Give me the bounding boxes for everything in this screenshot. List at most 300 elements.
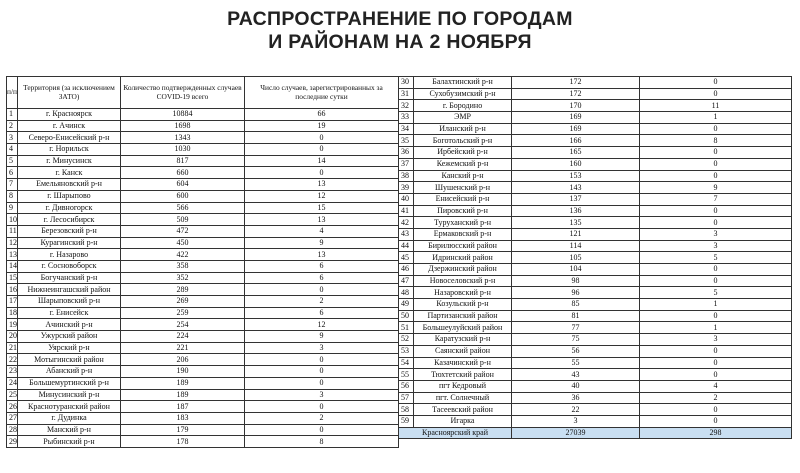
daily-cases: 0 — [245, 424, 399, 436]
table-row — [7, 331, 399, 343]
right-table — [398, 76, 792, 439]
table-row — [399, 112, 792, 124]
total-region-name: Красноярский край — [399, 427, 512, 439]
table-header-row — [7, 77, 399, 109]
territory-name: Тасеевский район — [414, 404, 512, 416]
table-row — [7, 307, 399, 319]
table-row — [399, 228, 792, 240]
table-row — [399, 88, 792, 100]
row-number: 17 — [7, 296, 18, 308]
territory-name: Ермаковский р-н — [414, 228, 512, 240]
row-number: 53 — [399, 345, 414, 357]
total-cases: 105 — [512, 252, 640, 264]
total-cases: 135 — [512, 217, 640, 229]
table-row — [7, 436, 399, 448]
row-number: 28 — [7, 424, 18, 436]
table-row — [7, 179, 399, 191]
territory-name: г. Канск — [18, 167, 121, 179]
header-total: Количество подтвержденных случаев COVID-19 всего — [121, 77, 245, 109]
row-number: 34 — [399, 123, 414, 135]
daily-cases: 7 — [640, 193, 792, 205]
territory-name: Иланский р-н — [414, 123, 512, 135]
total-cases: 189 — [121, 389, 245, 401]
table-row — [399, 158, 792, 170]
daily-cases: 2 — [640, 392, 792, 404]
row-number: 7 — [7, 179, 18, 191]
territory-name: Саянский район — [414, 345, 512, 357]
row-number: 57 — [399, 392, 414, 404]
territory-name: Боготольский р-н — [414, 135, 512, 147]
territory-name: Пировский р-н — [414, 205, 512, 217]
total-cases: 136 — [512, 205, 640, 217]
total-cases: 472 — [121, 225, 245, 237]
page-title — [0, 8, 800, 54]
row-number: 15 — [7, 272, 18, 284]
total-cases: 169 — [512, 112, 640, 124]
row-number: 26 — [7, 401, 18, 413]
total-cases: 114 — [512, 240, 640, 252]
row-number: 47 — [399, 275, 414, 287]
row-number: 37 — [399, 158, 414, 170]
daily-cases: 15 — [245, 202, 399, 214]
row-number: 33 — [399, 112, 414, 124]
daily-cases: 0 — [640, 415, 792, 427]
total-cases: 153 — [512, 170, 640, 182]
row-number: 8 — [7, 190, 18, 202]
table-row — [7, 424, 399, 436]
territory-name: Балахтинский р-н — [414, 77, 512, 89]
table-row — [399, 252, 792, 264]
total-cases: 259 — [121, 307, 245, 319]
total-cases: 254 — [121, 319, 245, 331]
daily-cases: 0 — [640, 205, 792, 217]
daily-cases: 3 — [245, 342, 399, 354]
total-cases: 77 — [512, 322, 640, 334]
territory-name: Кежемский р-н — [414, 158, 512, 170]
territory-name: Назаровский р-н — [414, 287, 512, 299]
daily-cases: 9 — [640, 182, 792, 194]
territory-name: г. Шарыпово — [18, 190, 121, 202]
row-number: 13 — [7, 249, 18, 261]
table-row — [7, 412, 399, 424]
header-daily: Число случаев, зарегистрированных за последние сутки — [245, 77, 399, 109]
total-cases: 169 — [512, 123, 640, 135]
table-row — [399, 135, 792, 147]
total-cases: 121 — [512, 228, 640, 240]
table-row — [7, 377, 399, 389]
territory-name: Канский р-н — [414, 170, 512, 182]
row-number: 1 — [7, 109, 18, 121]
row-number: 46 — [399, 264, 414, 276]
total-cases: 183 — [121, 412, 245, 424]
total-cases: 104 — [512, 264, 640, 276]
row-number: 49 — [399, 299, 414, 311]
row-number: 14 — [7, 260, 18, 272]
total-cases: 600 — [121, 190, 245, 202]
total-cases: 98 — [512, 275, 640, 287]
territory-name: Ужурский район — [18, 331, 121, 343]
territory-name: Курагинский р-н — [18, 237, 121, 249]
table-row — [7, 144, 399, 156]
table-row — [399, 147, 792, 159]
territory-name: Краснотуранский район — [18, 401, 121, 413]
table-row — [399, 357, 792, 369]
total-cases: 660 — [121, 167, 245, 179]
table-row — [399, 380, 792, 392]
row-number: 54 — [399, 357, 414, 369]
row-number: 4 — [7, 144, 18, 156]
territory-name: Абанский р-н — [18, 366, 121, 378]
table-row — [399, 345, 792, 357]
total-cases: 422 — [121, 249, 245, 261]
title-line-2: И РАЙОНАМ НА 2 НОЯБРЯ — [268, 31, 532, 53]
row-number: 27 — [7, 412, 18, 424]
row-number: 5 — [7, 155, 18, 167]
total-cases: 10884 — [121, 109, 245, 121]
territory-name: г. Енисейск — [18, 307, 121, 319]
row-number: 16 — [7, 284, 18, 296]
daily-cases: 1 — [640, 299, 792, 311]
daily-cases: 8 — [640, 135, 792, 147]
daily-cases: 0 — [640, 158, 792, 170]
territory-name: ЭМР — [414, 112, 512, 124]
row-number: 29 — [7, 436, 18, 448]
territory-name: Туруханский р-н — [414, 217, 512, 229]
territory-name: Северо-Енисейский р-н — [18, 132, 121, 144]
territory-name: г. Минусинск — [18, 155, 121, 167]
total-cases: 289 — [121, 284, 245, 296]
left-table-body — [7, 109, 399, 448]
territory-name: Ачинский р-н — [18, 319, 121, 331]
total-cases: 170 — [512, 100, 640, 112]
territory-name: г. Лесосибирск — [18, 214, 121, 226]
row-number: 48 — [399, 287, 414, 299]
row-number: 59 — [399, 415, 414, 427]
daily-cases: 13 — [245, 249, 399, 261]
row-number: 25 — [7, 389, 18, 401]
territory-name: Идринский район — [414, 252, 512, 264]
header-territory: Территория (за исключением ЗАТО) — [18, 77, 121, 109]
territory-name: Березовский р-н — [18, 225, 121, 237]
daily-cases: 0 — [640, 404, 792, 416]
territory-name: Дзержинский район — [414, 264, 512, 276]
table-row — [7, 260, 399, 272]
daily-cases: 1 — [640, 322, 792, 334]
row-number: 43 — [399, 228, 414, 240]
territory-name: Новоселовский р-н — [414, 275, 512, 287]
total-cases: 179 — [121, 424, 245, 436]
row-number: 19 — [7, 319, 18, 331]
daily-cases: 0 — [245, 377, 399, 389]
table-row — [7, 214, 399, 226]
table-row — [399, 322, 792, 334]
table-row — [399, 240, 792, 252]
daily-cases: 3 — [640, 334, 792, 346]
table-row — [7, 109, 399, 121]
territory-name: Рыбинский р-н — [18, 436, 121, 448]
table-row — [399, 100, 792, 112]
total-cases: 166 — [512, 135, 640, 147]
total-region-cases: 27039 — [512, 427, 640, 439]
total-region-daily: 298 — [640, 427, 792, 439]
daily-cases: 13 — [245, 214, 399, 226]
territory-name: Шушенский р-н — [414, 182, 512, 194]
table-row — [7, 155, 399, 167]
table-row — [399, 77, 792, 89]
territory-name: Тюхтетский район — [414, 369, 512, 381]
total-cases: 206 — [121, 354, 245, 366]
daily-cases: 3 — [245, 389, 399, 401]
row-number: 35 — [399, 135, 414, 147]
title-line-1: РАСПРОСТРАНЕНИЕ ПО ГОРОДАМ — [227, 8, 573, 30]
daily-cases: 0 — [640, 88, 792, 100]
total-cases: 165 — [512, 147, 640, 159]
table-row — [399, 310, 792, 322]
table-row — [399, 123, 792, 135]
row-number: 55 — [399, 369, 414, 381]
table-row — [399, 275, 792, 287]
territory-name: г. Дивногорск — [18, 202, 121, 214]
table-row — [399, 369, 792, 381]
territory-name: г. Бородино — [414, 100, 512, 112]
territory-name: г. Красноярск — [18, 109, 121, 121]
row-number: 6 — [7, 167, 18, 179]
row-number: 18 — [7, 307, 18, 319]
daily-cases: 1 — [640, 112, 792, 124]
table-row — [7, 319, 399, 331]
daily-cases: 3 — [640, 228, 792, 240]
territory-name: Шарыповский р-н — [18, 296, 121, 308]
row-number: 42 — [399, 217, 414, 229]
territory-name: Ирбейский р-н — [414, 147, 512, 159]
territory-name: г. Назарово — [18, 249, 121, 261]
table-row — [7, 354, 399, 366]
daily-cases: 0 — [245, 132, 399, 144]
row-number: 11 — [7, 225, 18, 237]
table-row — [399, 404, 792, 416]
row-number: 12 — [7, 237, 18, 249]
table-row — [399, 217, 792, 229]
table-row — [399, 415, 792, 427]
daily-cases: 12 — [245, 319, 399, 331]
daily-cases: 66 — [245, 109, 399, 121]
total-cases: 221 — [121, 342, 245, 354]
daily-cases: 6 — [245, 272, 399, 284]
total-cases: 172 — [512, 88, 640, 100]
total-cases: 1030 — [121, 144, 245, 156]
total-cases: 81 — [512, 310, 640, 322]
right-table-body — [399, 77, 792, 439]
total-cases: 36 — [512, 392, 640, 404]
daily-cases: 0 — [245, 401, 399, 413]
daily-cases: 0 — [640, 357, 792, 369]
header-num: п/п — [7, 77, 18, 109]
total-cases: 85 — [512, 299, 640, 311]
total-cases: 172 — [512, 77, 640, 89]
territory-name: Енисейский р-н — [414, 193, 512, 205]
table-row — [399, 205, 792, 217]
daily-cases: 9 — [245, 331, 399, 343]
table-row — [7, 202, 399, 214]
table-row — [399, 392, 792, 404]
territory-name: Сухобузимский р-н — [414, 88, 512, 100]
territory-name: Бирилюсский район — [414, 240, 512, 252]
total-cases: 187 — [121, 401, 245, 413]
row-number: 51 — [399, 322, 414, 334]
daily-cases: 4 — [640, 380, 792, 392]
total-cases: 358 — [121, 260, 245, 272]
row-number: 10 — [7, 214, 18, 226]
territory-name: Мотыгинский район — [18, 354, 121, 366]
table-row — [7, 272, 399, 284]
daily-cases: 0 — [640, 369, 792, 381]
daily-cases: 0 — [245, 354, 399, 366]
daily-cases: 8 — [245, 436, 399, 448]
total-cases: 566 — [121, 202, 245, 214]
territory-name: г. Дудинка — [18, 412, 121, 424]
row-number: 3 — [7, 132, 18, 144]
daily-cases: 14 — [245, 155, 399, 167]
table-row — [7, 366, 399, 378]
row-number: 52 — [399, 334, 414, 346]
row-number: 39 — [399, 182, 414, 194]
row-number: 9 — [7, 202, 18, 214]
total-cases: 96 — [512, 287, 640, 299]
daily-cases: 12 — [245, 190, 399, 202]
daily-cases: 0 — [640, 345, 792, 357]
daily-cases: 3 — [640, 240, 792, 252]
daily-cases: 0 — [640, 310, 792, 322]
table-row — [399, 334, 792, 346]
daily-cases: 6 — [245, 260, 399, 272]
row-number: 20 — [7, 331, 18, 343]
total-cases: 224 — [121, 331, 245, 343]
row-number: 30 — [399, 77, 414, 89]
table-row — [399, 182, 792, 194]
total-cases: 189 — [121, 377, 245, 389]
daily-cases: 2 — [245, 296, 399, 308]
total-cases: 22 — [512, 404, 640, 416]
table-row — [7, 132, 399, 144]
territory-name: Игарка — [414, 415, 512, 427]
daily-cases: 5 — [640, 252, 792, 264]
table-row — [7, 342, 399, 354]
row-number: 23 — [7, 366, 18, 378]
table-row — [7, 401, 399, 413]
total-cases: 604 — [121, 179, 245, 191]
row-number: 21 — [7, 342, 18, 354]
territory-name: пгт Кедровый — [414, 380, 512, 392]
territory-name: г. Сосновоборск — [18, 260, 121, 272]
territory-name: Уярский р-н — [18, 342, 121, 354]
table-row — [399, 170, 792, 182]
territory-name: Минусинский р-н — [18, 389, 121, 401]
row-number: 36 — [399, 147, 414, 159]
row-number: 40 — [399, 193, 414, 205]
territory-name: Большемуртинский р-н — [18, 377, 121, 389]
territory-name: г. Ачинск — [18, 120, 121, 132]
table-row — [7, 120, 399, 132]
territory-name: пгт. Солнечный — [414, 392, 512, 404]
territory-name: Емельяновский р-н — [18, 179, 121, 191]
daily-cases: 11 — [640, 100, 792, 112]
daily-cases: 0 — [640, 217, 792, 229]
row-number: 45 — [399, 252, 414, 264]
daily-cases: 0 — [245, 366, 399, 378]
territory-name: Нижнеингашский район — [18, 284, 121, 296]
daily-cases: 0 — [640, 275, 792, 287]
total-cases: 817 — [121, 155, 245, 167]
daily-cases: 19 — [245, 120, 399, 132]
row-number: 31 — [399, 88, 414, 100]
row-number: 24 — [7, 377, 18, 389]
total-cases: 3 — [512, 415, 640, 427]
daily-cases: 0 — [640, 123, 792, 135]
table-row — [7, 167, 399, 179]
table-row — [399, 193, 792, 205]
total-cases: 509 — [121, 214, 245, 226]
total-cases: 137 — [512, 193, 640, 205]
daily-cases: 0 — [640, 264, 792, 276]
territory-name: Манский р-н — [18, 424, 121, 436]
total-cases: 160 — [512, 158, 640, 170]
total-cases: 269 — [121, 296, 245, 308]
table-row — [7, 237, 399, 249]
table-row — [7, 249, 399, 261]
row-number: 2 — [7, 120, 18, 132]
row-number: 58 — [399, 404, 414, 416]
table-row — [7, 389, 399, 401]
territory-name: Козульский р-н — [414, 299, 512, 311]
total-cases: 56 — [512, 345, 640, 357]
territory-name: Казачинский р-н — [414, 357, 512, 369]
total-cases: 55 — [512, 357, 640, 369]
daily-cases: 6 — [245, 307, 399, 319]
territory-name: Богучанский р-н — [18, 272, 121, 284]
table-row — [7, 225, 399, 237]
territory-name: Большеулуйский район — [414, 322, 512, 334]
table-row — [399, 264, 792, 276]
table-row — [399, 299, 792, 311]
total-cases: 190 — [121, 366, 245, 378]
table-row — [7, 190, 399, 202]
daily-cases: 0 — [640, 147, 792, 159]
total-cases: 1698 — [121, 120, 245, 132]
daily-cases: 0 — [245, 144, 399, 156]
row-number: 50 — [399, 310, 414, 322]
daily-cases: 0 — [245, 167, 399, 179]
total-cases: 450 — [121, 237, 245, 249]
daily-cases: 2 — [245, 412, 399, 424]
total-cases: 1343 — [121, 132, 245, 144]
daily-cases: 13 — [245, 179, 399, 191]
row-number: 41 — [399, 205, 414, 217]
territory-name: Партизанский район — [414, 310, 512, 322]
row-number: 56 — [399, 380, 414, 392]
daily-cases: 0 — [245, 284, 399, 296]
total-cases: 40 — [512, 380, 640, 392]
row-number: 44 — [399, 240, 414, 252]
daily-cases: 9 — [245, 237, 399, 249]
daily-cases: 5 — [640, 287, 792, 299]
daily-cases: 0 — [640, 170, 792, 182]
left-table — [6, 76, 399, 448]
row-number: 32 — [399, 100, 414, 112]
total-cases: 352 — [121, 272, 245, 284]
total-cases: 43 — [512, 369, 640, 381]
table-row — [7, 284, 399, 296]
row-number: 38 — [399, 170, 414, 182]
